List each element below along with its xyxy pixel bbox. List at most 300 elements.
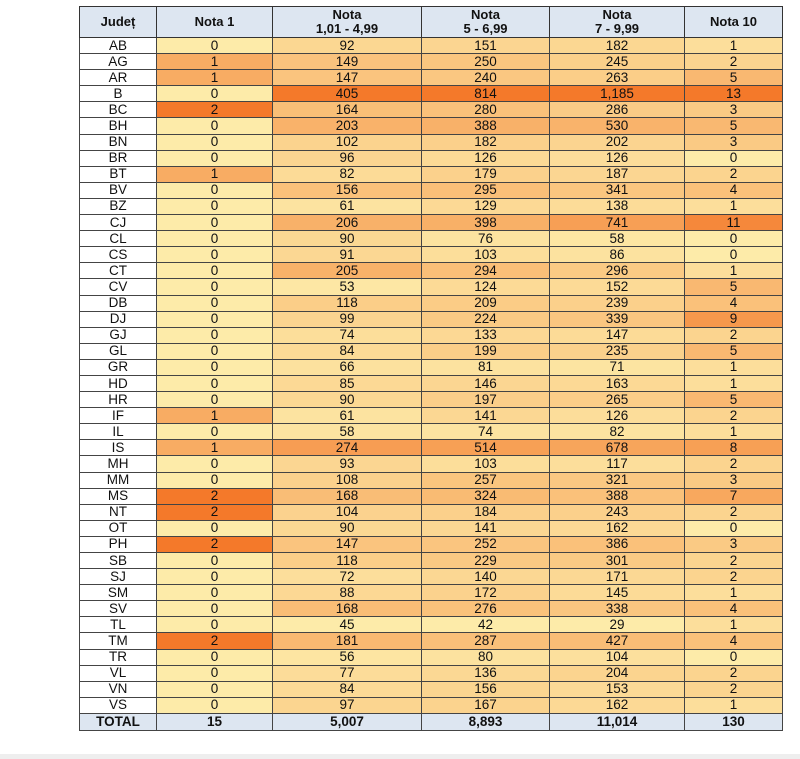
cell-nota-5-7: 151 (422, 38, 550, 54)
cell-nota-7-10: 152 (550, 279, 685, 295)
cell-nota-7-10: 741 (550, 215, 685, 231)
cell-nota-7-10: 243 (550, 504, 685, 520)
cell-nota-1: 0 (157, 375, 273, 391)
cell-judet: IS (80, 440, 157, 456)
cell-judet: BC (80, 102, 157, 118)
cell-nota-1-5: 168 (273, 601, 422, 617)
table-header-row (80, 7, 783, 38)
cell-nota-1-5: 206 (273, 215, 422, 231)
cell-nota-7-10: 321 (550, 472, 685, 488)
cell-nota-1-5: 45 (273, 617, 422, 633)
cell-nota-1-5: 84 (273, 343, 422, 359)
table-row (80, 569, 783, 585)
cell-nota-7-10: 147 (550, 327, 685, 343)
cell-nota-7-10: 171 (550, 569, 685, 585)
cell-nota-1: 2 (157, 102, 273, 118)
cell-nota-1-5: 147 (273, 70, 422, 86)
cell-nota-1: 0 (157, 311, 273, 327)
cell-nota-1-5: 104 (273, 504, 422, 520)
cell-nota-1-5: 91 (273, 247, 422, 263)
cell-nota-1-5: 205 (273, 263, 422, 279)
cell-nota-5-7: 224 (422, 311, 550, 327)
cell-nota-7-10: 235 (550, 343, 685, 359)
cell-nota-1: 0 (157, 456, 273, 472)
cell-nota-5-7: 80 (422, 649, 550, 665)
cell-nota-7-10: 162 (550, 697, 685, 713)
table-row (80, 697, 783, 713)
cell-nota-7-10: 126 (550, 150, 685, 166)
cell-judet: BV (80, 182, 157, 198)
cell-nota-1-5: 74 (273, 327, 422, 343)
table-row (80, 70, 783, 86)
cell-nota-10: 1 (685, 38, 783, 54)
table-row (80, 359, 783, 375)
cell-nota-5-7: 146 (422, 375, 550, 391)
cell-nota-5-7: 141 (422, 408, 550, 424)
cell-judet: TL (80, 617, 157, 633)
cell-nota-10: 4 (685, 182, 783, 198)
cell-nota-1: 0 (157, 665, 273, 681)
grades-by-county-table (79, 6, 783, 731)
cell-nota-10: 1 (685, 424, 783, 440)
cell-nota-1: 0 (157, 472, 273, 488)
table-row (80, 134, 783, 150)
cell-nota-1: 0 (157, 118, 273, 134)
cell-nota-1: 2 (157, 633, 273, 649)
total-nota-7-10: 11,014 (550, 713, 685, 730)
table-row (80, 472, 783, 488)
table-row (80, 150, 783, 166)
cell-nota-1-5: 147 (273, 536, 422, 552)
cell-nota-5-7: 103 (422, 247, 550, 263)
cell-judet: CV (80, 279, 157, 295)
cell-nota-7-10: 138 (550, 198, 685, 214)
cell-nota-5-7: 197 (422, 392, 550, 408)
cell-nota-5-7: 133 (422, 327, 550, 343)
table-row (80, 198, 783, 214)
cell-nota-5-7: 209 (422, 295, 550, 311)
table-row (80, 343, 783, 359)
cell-judet: CT (80, 263, 157, 279)
cell-nota-7-10: 296 (550, 263, 685, 279)
table-row (80, 215, 783, 231)
cell-nota-1-5: 90 (273, 392, 422, 408)
total-nota-5-7: 8,893 (422, 713, 550, 730)
table-body (80, 38, 783, 714)
cell-nota-5-7: 126 (422, 150, 550, 166)
table-row (80, 681, 783, 697)
cell-nota-5-7: 295 (422, 182, 550, 198)
cell-nota-1-5: 88 (273, 585, 422, 601)
cell-nota-1-5: 61 (273, 408, 422, 424)
table-row (80, 38, 783, 54)
table-row (80, 440, 783, 456)
cell-nota-1-5: 84 (273, 681, 422, 697)
cell-judet: BH (80, 118, 157, 134)
cell-nota-1: 0 (157, 86, 273, 102)
cell-nota-10: 2 (685, 166, 783, 182)
cell-nota-1: 1 (157, 70, 273, 86)
cell-nota-1-5: 102 (273, 134, 422, 150)
cell-nota-10: 1 (685, 697, 783, 713)
table-row (80, 86, 783, 102)
table-row (80, 408, 783, 424)
cell-nota-1-5: 56 (273, 649, 422, 665)
cell-nota-7-10: 82 (550, 424, 685, 440)
cell-nota-1-5: 85 (273, 375, 422, 391)
cell-nota-5-7: 141 (422, 520, 550, 536)
cell-nota-10: 0 (685, 520, 783, 536)
cell-judet: GJ (80, 327, 157, 343)
cell-nota-1-5: 405 (273, 86, 422, 102)
cell-judet: PH (80, 536, 157, 552)
cell-nota-1: 0 (157, 134, 273, 150)
cell-nota-1: 1 (157, 54, 273, 70)
table-row (80, 166, 783, 182)
cell-nota-5-7: 124 (422, 279, 550, 295)
cell-nota-7-10: 104 (550, 649, 685, 665)
table-row (80, 585, 783, 601)
table-row (80, 279, 783, 295)
cell-nota-1-5: 149 (273, 54, 422, 70)
table-row (80, 665, 783, 681)
cell-nota-1: 0 (157, 263, 273, 279)
cell-nota-1-5: 203 (273, 118, 422, 134)
cell-nota-10: 5 (685, 343, 783, 359)
cell-nota-10: 2 (685, 408, 783, 424)
cell-nota-1: 0 (157, 697, 273, 713)
cell-nota-5-7: 294 (422, 263, 550, 279)
cell-nota-1-5: 90 (273, 231, 422, 247)
cell-nota-10: 2 (685, 553, 783, 569)
cell-nota-1: 0 (157, 359, 273, 375)
cell-nota-7-10: 204 (550, 665, 685, 681)
cell-nota-7-10: 117 (550, 456, 685, 472)
cell-nota-1-5: 82 (273, 166, 422, 182)
header-nota-5-7: Nota 5 - 6,99 (422, 7, 550, 38)
table-row (80, 424, 783, 440)
table-row (80, 520, 783, 536)
cell-nota-1-5: 118 (273, 553, 422, 569)
cell-nota-7-10: 338 (550, 601, 685, 617)
cell-nota-5-7: 398 (422, 215, 550, 231)
cell-nota-10: 5 (685, 392, 783, 408)
cell-nota-10: 2 (685, 569, 783, 585)
cell-nota-7-10: 153 (550, 681, 685, 697)
cell-nota-7-10: 1,185 (550, 86, 685, 102)
cell-nota-7-10: 427 (550, 633, 685, 649)
total-nota-1-5: 5,007 (273, 713, 422, 730)
cell-nota-10: 5 (685, 118, 783, 134)
cell-nota-7-10: 182 (550, 38, 685, 54)
cell-judet: VL (80, 665, 157, 681)
cell-nota-5-7: 240 (422, 70, 550, 86)
table-row (80, 182, 783, 198)
cell-judet: IF (80, 408, 157, 424)
cell-nota-1: 1 (157, 166, 273, 182)
cell-nota-1: 1 (157, 408, 273, 424)
cell-nota-5-7: 156 (422, 681, 550, 697)
table-row (80, 231, 783, 247)
cell-nota-7-10: 29 (550, 617, 685, 633)
header-nota-7-10: Nota 7 - 9,99 (550, 7, 685, 38)
cell-nota-10: 13 (685, 86, 783, 102)
cell-nota-7-10: 71 (550, 359, 685, 375)
cell-nota-1-5: 90 (273, 520, 422, 536)
cell-nota-1: 0 (157, 585, 273, 601)
cell-nota-10: 5 (685, 70, 783, 86)
cell-nota-7-10: 386 (550, 536, 685, 552)
cell-judet: SV (80, 601, 157, 617)
cell-nota-7-10: 301 (550, 553, 685, 569)
table-row (80, 375, 783, 391)
cell-judet: SB (80, 553, 157, 569)
cell-nota-1-5: 77 (273, 665, 422, 681)
cell-judet: VS (80, 697, 157, 713)
cell-judet: AB (80, 38, 157, 54)
cell-nota-1: 2 (157, 488, 273, 504)
table-row (80, 327, 783, 343)
cell-nota-7-10: 163 (550, 375, 685, 391)
cell-nota-5-7: 276 (422, 601, 550, 617)
cell-nota-1: 0 (157, 343, 273, 359)
cell-nota-7-10: 530 (550, 118, 685, 134)
cell-judet: NT (80, 504, 157, 520)
cell-nota-1: 0 (157, 617, 273, 633)
cell-nota-5-7: 81 (422, 359, 550, 375)
cell-judet: MH (80, 456, 157, 472)
cell-nota-10: 8 (685, 440, 783, 456)
cell-nota-10: 3 (685, 472, 783, 488)
cell-judet: CJ (80, 215, 157, 231)
cell-nota-5-7: 179 (422, 166, 550, 182)
cell-nota-7-10: 239 (550, 295, 685, 311)
cell-nota-7-10: 265 (550, 392, 685, 408)
cell-judet: BR (80, 150, 157, 166)
cell-nota-10: 2 (685, 327, 783, 343)
cell-nota-7-10: 202 (550, 134, 685, 150)
cell-nota-1-5: 156 (273, 182, 422, 198)
cell-nota-5-7: 229 (422, 553, 550, 569)
cell-nota-5-7: 167 (422, 697, 550, 713)
cell-nota-5-7: 252 (422, 536, 550, 552)
cell-nota-10: 1 (685, 375, 783, 391)
cell-nota-7-10: 126 (550, 408, 685, 424)
cell-nota-1-5: 97 (273, 697, 422, 713)
cell-judet: OT (80, 520, 157, 536)
cell-judet: HD (80, 375, 157, 391)
cell-judet: CS (80, 247, 157, 263)
cell-nota-1-5: 66 (273, 359, 422, 375)
cell-nota-1: 0 (157, 38, 273, 54)
cell-nota-7-10: 187 (550, 166, 685, 182)
cell-nota-5-7: 182 (422, 134, 550, 150)
table-row (80, 456, 783, 472)
table-row (80, 263, 783, 279)
cell-nota-7-10: 145 (550, 585, 685, 601)
cell-nota-10: 1 (685, 198, 783, 214)
cell-nota-5-7: 199 (422, 343, 550, 359)
cell-nota-1: 1 (157, 440, 273, 456)
cell-nota-1-5: 72 (273, 569, 422, 585)
cell-nota-1-5: 61 (273, 198, 422, 214)
cell-nota-10: 3 (685, 134, 783, 150)
cell-nota-5-7: 287 (422, 633, 550, 649)
table-row (80, 633, 783, 649)
cell-judet: MS (80, 488, 157, 504)
table-row (80, 247, 783, 263)
cell-nota-10: 1 (685, 617, 783, 633)
grades-table-container (79, 6, 782, 731)
cell-nota-1: 0 (157, 649, 273, 665)
header-nota-10: Nota 10 (685, 7, 783, 38)
header-judet: Județ (80, 7, 157, 38)
cell-nota-1: 0 (157, 198, 273, 214)
cell-nota-5-7: 184 (422, 504, 550, 520)
cell-nota-10: 4 (685, 633, 783, 649)
cell-nota-5-7: 257 (422, 472, 550, 488)
cell-nota-10: 4 (685, 601, 783, 617)
total-label: TOTAL (80, 713, 157, 730)
cell-nota-1: 2 (157, 536, 273, 552)
cell-judet: DJ (80, 311, 157, 327)
cell-nota-10: 1 (685, 585, 783, 601)
cell-nota-1-5: 58 (273, 424, 422, 440)
cell-nota-1-5: 92 (273, 38, 422, 54)
total-nota-10: 130 (685, 713, 783, 730)
cell-nota-10: 3 (685, 102, 783, 118)
cell-judet: B (80, 86, 157, 102)
cell-nota-1: 0 (157, 150, 273, 166)
cell-nota-5-7: 172 (422, 585, 550, 601)
header-nota-1: Nota 1 (157, 7, 273, 38)
cell-judet: TR (80, 649, 157, 665)
table-row (80, 295, 783, 311)
cell-nota-10: 2 (685, 681, 783, 697)
cell-nota-1-5: 168 (273, 488, 422, 504)
cell-judet: SJ (80, 569, 157, 585)
cell-nota-5-7: 74 (422, 424, 550, 440)
cell-nota-1: 0 (157, 553, 273, 569)
cell-nota-1-5: 164 (273, 102, 422, 118)
total-row (80, 713, 783, 730)
cell-nota-7-10: 162 (550, 520, 685, 536)
cell-nota-10: 2 (685, 504, 783, 520)
cell-nota-1-5: 99 (273, 311, 422, 327)
cell-judet: HR (80, 392, 157, 408)
table-row (80, 488, 783, 504)
cell-nota-5-7: 250 (422, 54, 550, 70)
table-row (80, 601, 783, 617)
cell-nota-10: 5 (685, 279, 783, 295)
cell-nota-5-7: 76 (422, 231, 550, 247)
cell-nota-7-10: 339 (550, 311, 685, 327)
cell-nota-1: 0 (157, 247, 273, 263)
table-row (80, 392, 783, 408)
cell-nota-5-7: 388 (422, 118, 550, 134)
table-row (80, 54, 783, 70)
cell-nota-10: 3 (685, 536, 783, 552)
cell-judet: AG (80, 54, 157, 70)
cell-nota-5-7: 140 (422, 569, 550, 585)
cell-judet: IL (80, 424, 157, 440)
cell-nota-10: 0 (685, 649, 783, 665)
cell-judet: BN (80, 134, 157, 150)
cell-nota-7-10: 86 (550, 247, 685, 263)
cell-nota-1-5: 181 (273, 633, 422, 649)
cell-nota-5-7: 514 (422, 440, 550, 456)
cell-nota-1: 0 (157, 327, 273, 343)
cell-nota-1-5: 96 (273, 150, 422, 166)
cell-nota-5-7: 129 (422, 198, 550, 214)
table-row (80, 504, 783, 520)
cell-nota-5-7: 324 (422, 488, 550, 504)
table-row (80, 536, 783, 552)
table-row (80, 617, 783, 633)
cell-nota-10: 2 (685, 665, 783, 681)
cell-nota-1: 0 (157, 520, 273, 536)
cell-nota-5-7: 103 (422, 456, 550, 472)
cell-judet: BT (80, 166, 157, 182)
header-nota-1-5: Nota 1,01 - 4,99 (273, 7, 422, 38)
table-row (80, 311, 783, 327)
cell-nota-1-5: 118 (273, 295, 422, 311)
table-row (80, 553, 783, 569)
cell-nota-10: 11 (685, 215, 783, 231)
cell-judet: SM (80, 585, 157, 601)
cell-nota-1: 0 (157, 231, 273, 247)
cell-nota-1: 0 (157, 601, 273, 617)
cell-nota-7-10: 245 (550, 54, 685, 70)
cell-nota-10: 2 (685, 456, 783, 472)
cell-nota-10: 7 (685, 488, 783, 504)
cell-judet: BZ (80, 198, 157, 214)
cell-nota-1-5: 53 (273, 279, 422, 295)
cell-nota-5-7: 42 (422, 617, 550, 633)
cell-nota-1: 0 (157, 215, 273, 231)
cell-nota-1: 0 (157, 182, 273, 198)
cell-nota-7-10: 388 (550, 488, 685, 504)
cell-nota-1-5: 274 (273, 440, 422, 456)
cell-nota-1: 0 (157, 424, 273, 440)
cell-judet: MM (80, 472, 157, 488)
cell-judet: CL (80, 231, 157, 247)
cell-nota-1-5: 93 (273, 456, 422, 472)
cell-nota-1-5: 108 (273, 472, 422, 488)
cell-nota-7-10: 286 (550, 102, 685, 118)
table-row (80, 118, 783, 134)
cell-nota-10: 9 (685, 311, 783, 327)
bottom-strip (0, 754, 800, 759)
cell-nota-1: 0 (157, 392, 273, 408)
table-row (80, 102, 783, 118)
cell-nota-10: 1 (685, 359, 783, 375)
cell-nota-1: 2 (157, 504, 273, 520)
cell-judet: TM (80, 633, 157, 649)
cell-nota-7-10: 58 (550, 231, 685, 247)
cell-judet: GR (80, 359, 157, 375)
cell-nota-10: 2 (685, 54, 783, 70)
cell-nota-5-7: 280 (422, 102, 550, 118)
cell-nota-7-10: 263 (550, 70, 685, 86)
cell-nota-1: 0 (157, 681, 273, 697)
cell-nota-7-10: 341 (550, 182, 685, 198)
cell-judet: AR (80, 70, 157, 86)
total-nota-1: 15 (157, 713, 273, 730)
cell-nota-7-10: 678 (550, 440, 685, 456)
cell-nota-10: 0 (685, 231, 783, 247)
cell-nota-5-7: 814 (422, 86, 550, 102)
